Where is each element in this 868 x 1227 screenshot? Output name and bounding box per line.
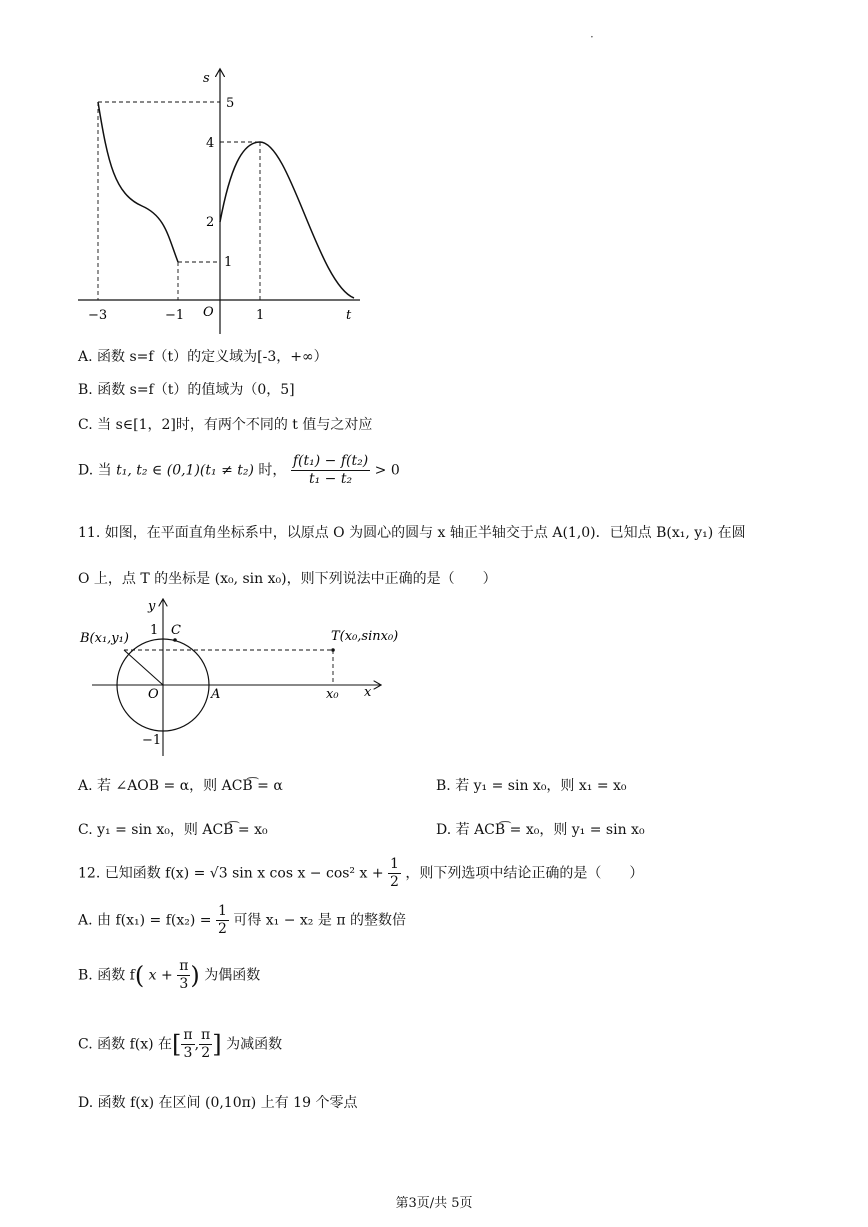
fig-y-label: y xyxy=(148,599,156,614)
q10-d-when: 时， xyxy=(253,462,287,479)
q12-b-suffix: 为偶函数 xyxy=(204,967,261,984)
page-footer: 第3页/共 5页 xyxy=(395,1196,473,1211)
q12-b-den: 3 xyxy=(179,976,189,992)
q12-c-den2: 2 xyxy=(201,1045,211,1061)
paren-close: ) xyxy=(190,961,200,990)
q11-option-c: C. y₁ = sin x₀，则 ACB͡ = x₀ xyxy=(78,822,268,838)
q10-d-prefix: D. 当 xyxy=(78,462,112,479)
q12-option-d: D. 函数 f(x) 在区间 (0,10π) 上有 19 个零点 xyxy=(78,1095,358,1111)
x-tick-neg3: −3 xyxy=(88,308,108,323)
bracket-open: [ xyxy=(172,1030,182,1059)
radius-ob xyxy=(124,650,163,685)
curve-left xyxy=(98,102,178,262)
paren-open: ( xyxy=(134,961,145,990)
origin-label: O xyxy=(203,305,214,320)
unit-circle-figure xyxy=(76,596,399,758)
t-axis-label: t xyxy=(346,308,352,323)
q12-option-a xyxy=(78,903,406,938)
s-axis-label: s xyxy=(203,71,210,86)
q12-stem-fraction xyxy=(388,856,401,891)
q11-option-d: D. 若 ACB͡ = x₀，则 y₁ = sin x₀ xyxy=(436,822,645,838)
q10-d-cond: t₁, t₂ ∈ (0,1)(t₁ ≠ t₂) xyxy=(116,462,254,479)
fig-b-label: B(x₁,y₁) xyxy=(80,631,129,646)
q12-c-fraction-2 xyxy=(199,1027,212,1062)
fig-o-label: O xyxy=(148,687,159,702)
fig-x-label: x xyxy=(364,685,372,700)
bracket-close: ] xyxy=(212,1030,222,1059)
graph-s-of-t xyxy=(70,64,370,339)
y-tick-1: 1 xyxy=(224,255,233,270)
y-tick-2: 2 xyxy=(206,215,215,230)
point-c xyxy=(173,638,177,642)
q12-a-prefix: A. 由 f(x₁) = f(x₂) = xyxy=(78,912,212,929)
q12-a-num: 1 xyxy=(217,903,227,919)
q12-c-prefix: C. 函数 f(x) 在 xyxy=(78,1036,173,1053)
q12-c-suffix: 为减函数 xyxy=(226,1036,283,1053)
fig-x0-label: x₀ xyxy=(326,687,339,702)
q12-stem xyxy=(78,856,643,891)
q12-a-suffix: 可得 x₁ − x₂ 是 π 的整数倍 xyxy=(233,912,406,929)
q12-stem-suffix: ，则下列选项中结论正确的是（ ） xyxy=(405,865,644,882)
q11-stem-line2: O 上，点 T 的坐标是 (x₀, sin x₀)，则下列说法中正确的是（ ） xyxy=(78,571,497,587)
q10-option-c: C. 当 s∈[1，2]时，有两个不同的 t 值与之对应 xyxy=(78,417,373,433)
q12-c-fraction-1 xyxy=(181,1027,194,1062)
q11-stem-line1: 11. 如图，在平面直角坐标系中，以原点 O 为圆心的圆与 x 轴正半轴交于点 A(1,0)．已知点 B(x₁, y₁) 在圆 xyxy=(78,525,746,541)
y-tick-5: 5 xyxy=(226,96,235,111)
q12-stem-num: 1 xyxy=(390,856,399,872)
fig-neg-one: −1 xyxy=(142,733,162,748)
q12-a-den: 2 xyxy=(217,921,227,937)
q11-option-b: B. 若 y₁ = sin x₀，则 x₁ = x₀ xyxy=(436,778,627,794)
q12-c-num1: π xyxy=(183,1027,193,1043)
fig-a-label: A xyxy=(211,687,221,702)
q12-b-x: x + xyxy=(148,967,173,984)
fig-one: 1 xyxy=(150,623,159,638)
q12-b-fraction xyxy=(177,958,190,993)
curve-right xyxy=(220,142,354,298)
x-tick-neg1: −1 xyxy=(165,308,185,323)
q10-d-num: f(t₁) − f(t₂) xyxy=(292,453,369,469)
q12-stem-prefix: 12. 已知函数 f(x) = √3 sin x cos x − cos² x + xyxy=(78,865,384,882)
y-tick-4: 4 xyxy=(206,136,215,151)
q12-a-fraction xyxy=(216,903,229,938)
q10-option-a: A. 函数 s=f（t）的定义域为[-3，+∞） xyxy=(78,349,328,365)
q12-option-c: C. 函数 f(x) 在[ $\frac{\pi}{3}$ , $\frac{\pi}{2}$ ] 为减函数 xyxy=(78,1027,283,1061)
q12-b-prefix: B. 函数 f xyxy=(78,967,135,984)
x-tick-1: 1 xyxy=(256,308,265,323)
q12-b-num: π xyxy=(179,958,189,974)
q10-d-tail: > 0 xyxy=(374,462,400,479)
corner-mark: · xyxy=(590,30,594,44)
q12-c-den1: 3 xyxy=(183,1045,193,1061)
fig-t-label: T(x₀,sinx₀) xyxy=(331,629,399,644)
q12-c-num2: π xyxy=(201,1027,211,1043)
fig-c-label: C xyxy=(171,623,181,638)
q10-d-den: t₁ − t₂ xyxy=(308,471,353,487)
q10-d-fraction xyxy=(291,453,370,488)
q10-option-b: B. 函数 s=f（t）的值域为（0，5] xyxy=(78,382,295,398)
q10-option-d xyxy=(78,453,400,488)
q12-option-b xyxy=(78,958,260,993)
point-t xyxy=(331,648,335,652)
q11-option-a: A. 若 ∠AOB = α，则 ACB͡ = α xyxy=(78,778,283,794)
q12-stem-den: 2 xyxy=(390,874,399,890)
